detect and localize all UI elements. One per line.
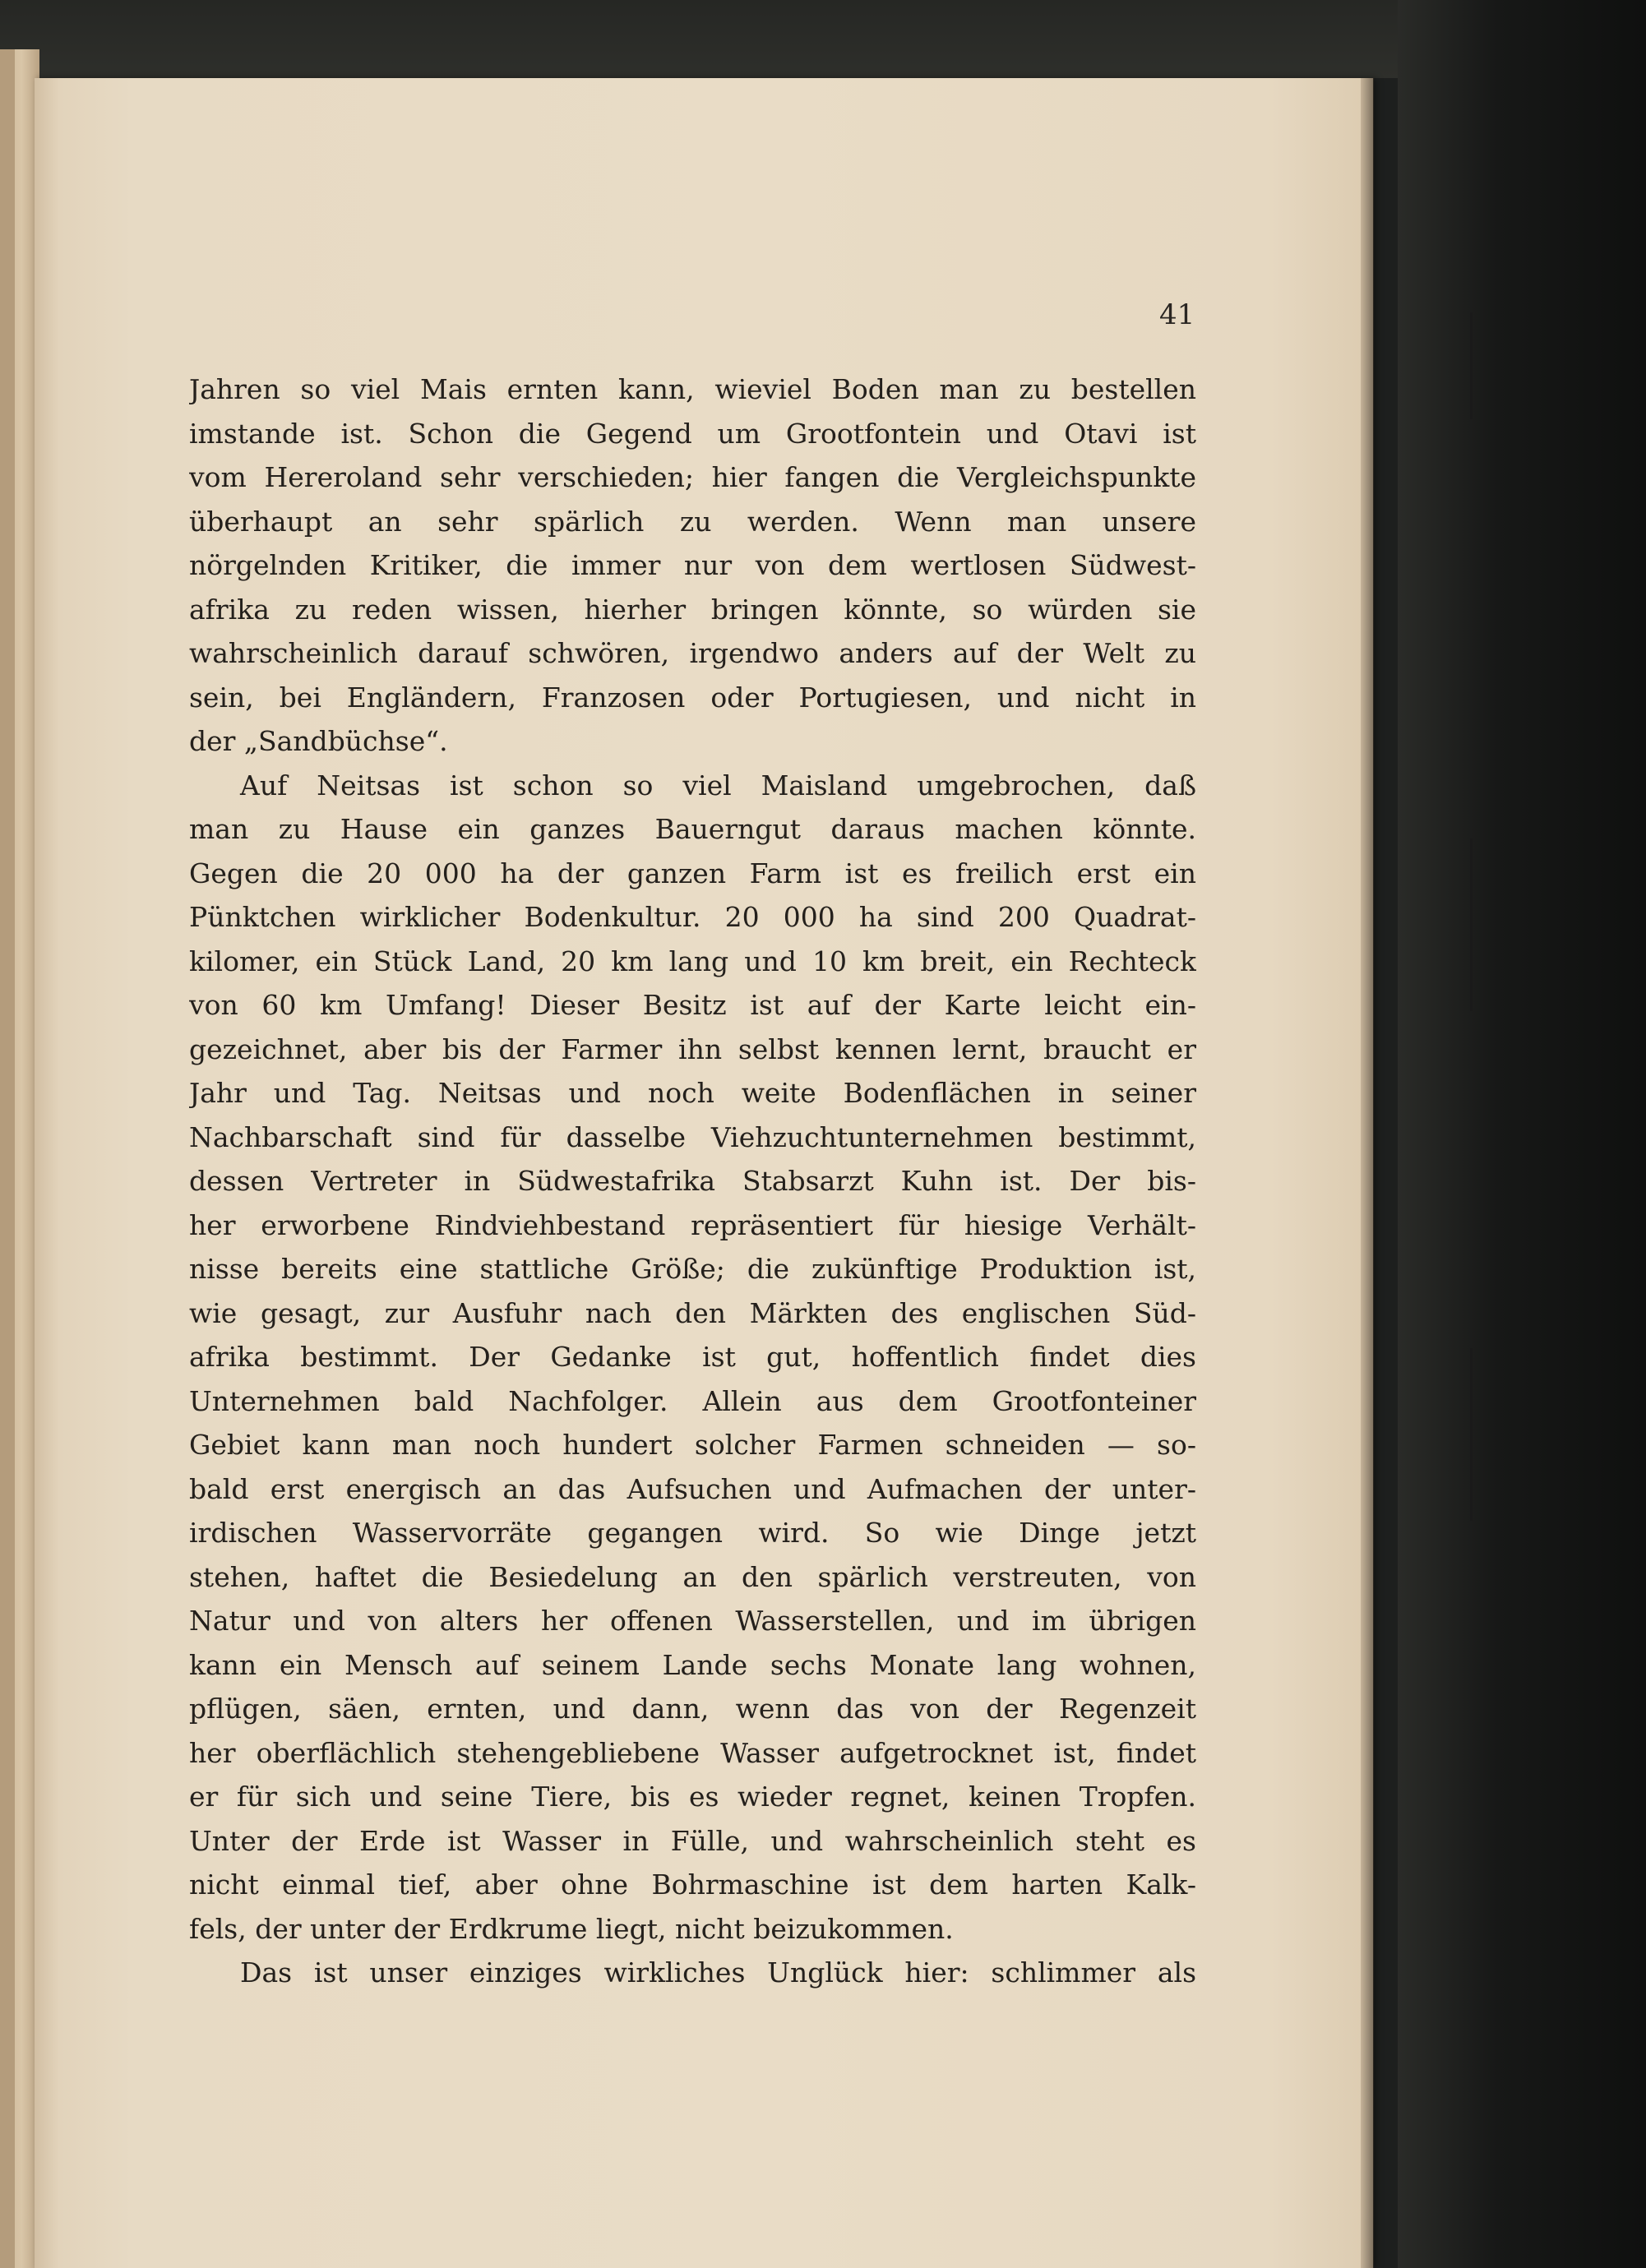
book-page [35,78,1373,2268]
margin-mark [1470,838,1473,1011]
text-line: Natur und von alters her offenen Wasserstellen, und im übrigen [189,1605,1196,1637]
page-edge-shadow [1361,78,1374,2268]
text-line: nörgelnden Kritiker, die immer nur von dem wertlosen Südwest- [189,549,1196,581]
book-cover-right [1398,0,1646,2268]
text-line: wie gesagt, zur Ausfuhr nach den Märkten des englischen Süd- [189,1296,1196,1329]
text-line: Auf Neitsas ist schon so viel Maisland umgebrochen, daß [240,769,1196,801]
text-line: er für sich und seine Tiere, bis es wieder regnet, keinen Tropfen. [189,1781,1196,1813]
text-line: Jahr und Tag. Neitsas und noch weite Bodenflächen in seiner [189,1077,1196,1109]
text-line: irdischen Wasservorräte gegangen wird. So wie Dinge jetzt [189,1517,1196,1549]
text-line: afrika bestimmt. Der Gedanke ist gut, hoffentlich findet dies [189,1341,1196,1373]
text-line: Gegen die 20 000 ha der ganzen Farm ist es freilich erst ein [189,857,1196,889]
text-line: her oberflächlich stehengebliebene Wasser aufgetrocknet ist, findet [189,1736,1196,1769]
page-number: 41 [1159,298,1195,331]
text-line: Pünktchen wirklicher Bodenkultur. 20 000 ha sind 200 Quadrat- [189,901,1196,933]
text-line: kilomer, ein Stück Land, 20 km lang und 10 km breit, ein Rechteck [189,945,1196,977]
text-line: sein, bei Engländern, Franzosen oder Portugiesen, und nicht in [189,681,1196,714]
text-line: nisse bereits eine stattliche Größe; die zukünftige Produktion ist, [189,1253,1196,1285]
margin-mark [1470,1348,1473,1521]
text-line: überhaupt an sehr spärlich zu werden. Wenn man unsere [189,505,1196,538]
text-line: Nachbarschaft sind für dasselbe Viehzuchtunternehmen bestimmt, [189,1120,1196,1153]
text-line: dessen Vertreter in Südwestafrika Stabsarzt Kuhn ist. Der bis- [189,1165,1196,1197]
text-line: Gebiet kann man noch hundert solcher Farmen schneiden — so- [189,1429,1196,1461]
text-line: Jahren so viel Mais ernten kann, wieviel Boden man zu bestellen [189,373,1196,405]
text-line: imstande ist. Schon die Gegend um Grootfontein und Otavi ist [189,417,1196,450]
text-line: vom Hereroland sehr verschieden; hier fangen die Vergleichspunkte [189,461,1196,493]
text-line: man zu Hause ein ganzes Bauerngut daraus machen könnte. [189,813,1196,845]
text-line: fels, der unter der Erdkrume liegt, nicht beizukommen. [189,1912,954,1945]
text-line: von 60 km Umfang! Dieser Besitz ist auf der Karte leicht ein- [189,989,1196,1021]
text-line: Das ist unser einziges wirkliches Unglück hier: schlimmer als [240,1956,1196,1989]
text-line: stehen, haftet die Besiedelung an den spärlich verstreuten, von [189,1560,1196,1593]
text-line: afrika zu reden wissen, hierher bringen könnte, so würden sie [189,593,1196,626]
text-line: pflügen, säen, ernten, und dann, wenn das von der Regenzeit [189,1693,1196,1725]
text-line: gezeichnet, aber bis der Farmer ihn selbst kennen lernt, braucht er [189,1032,1196,1065]
text-line: nicht einmal tief, aber ohne Bohrmaschine ist dem harten Kalk- [189,1868,1196,1901]
margin-mark [1470,312,1473,419]
text-line: der „Sandbüchse“. [189,725,448,757]
previous-page-strip [0,49,15,2268]
text-line: Unter der Erde ist Wasser in Fülle, und wahrscheinlich steht es [189,1824,1196,1857]
page-text [189,367,1196,1995]
text-line: bald erst energisch an das Aufsuchen und Aufmachen der unter- [189,1472,1196,1505]
text-line: kann ein Mensch auf seinem Lande sechs Monate lang wohnen, [189,1648,1196,1681]
text-line: Unternehmen bald Nachfolger. Allein aus dem Grootfonteiner [189,1384,1196,1417]
text-line: wahrscheinlich darauf schwören, irgendwo anders auf der Welt zu [189,637,1196,669]
text-line: her erworbene Rindviehbestand repräsentiert für hiesige Verhält- [189,1208,1196,1241]
